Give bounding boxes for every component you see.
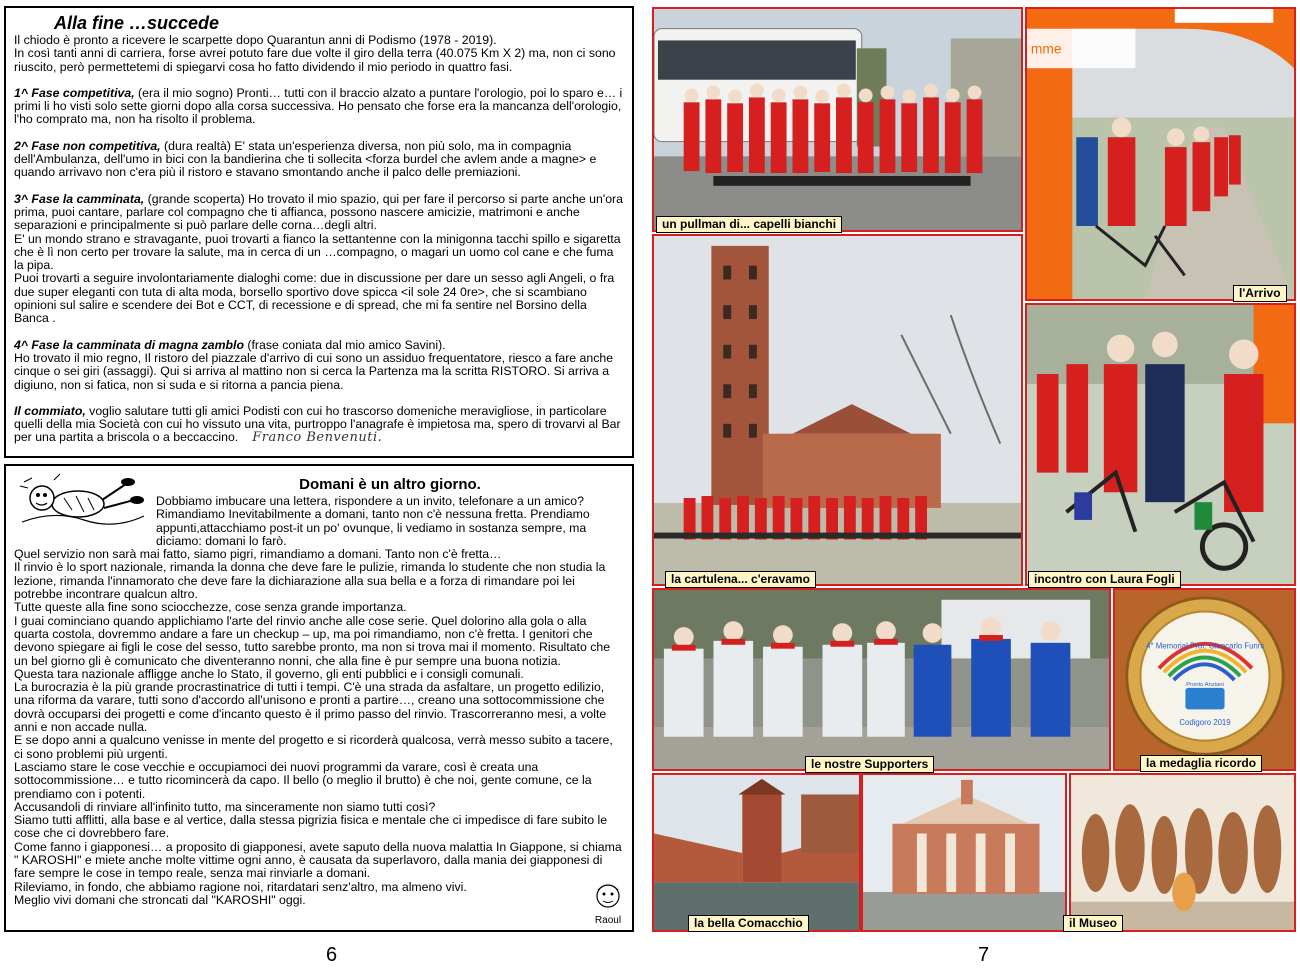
paragraph: Siamo tutti afflitti, alla base e al vertice, dalla stessa pigrizia fisica e mentale che ci impedisce di fare subito le cose che ci dovrebbero fare. xyxy=(14,813,608,841)
photo-museo xyxy=(1069,773,1296,932)
paragraph: E' un mondo strano e stravagante, puoi trovarti a fianco la settantenne con la minigonna tacchi spillo e sigaretta che è lì non certo per trovare la salute, ma in cerca di un …compagno, o magari un uomo col cane e che fuma la pipa. xyxy=(14,231,621,273)
medal-place: Codigoro 2019 xyxy=(1179,717,1231,727)
paragraph-fase-2 xyxy=(14,140,624,180)
banner-text: mme xyxy=(1030,41,1062,57)
photo-medaglia xyxy=(1113,588,1296,771)
article-title: Alla fine …succede xyxy=(54,13,220,33)
medal-badge: Pronto Anziani xyxy=(1186,681,1224,688)
paragraph: Rileviamo, in fondo, che abbiamo ragione noi, ritardatari senz'altro, ma almeno vivi. xyxy=(14,879,467,894)
article-title: Domani è un altro giorno. xyxy=(299,476,481,493)
caption-laura: incontro con Laura Fogli xyxy=(1028,571,1181,588)
phase-text: voglio salutare tutti gli amici Podisti con cui ho trascorso domeniche meravigliose, in particolare quelli della mia Società con cui ho vissuto una vita, purtroppo l'anagrafe è impietosa ma, spero di trovarvi al Bar per una partita a briscola o a beccaccino. xyxy=(14,403,621,445)
lazy-man-cartoon-icon xyxy=(14,470,152,538)
phase-text: (dura realtà) E' stata un'esperienza diversa, non più solo, ma in compagnia dell'Ambulanza, dell'umo in bici con la bandierina che ti sollecita <forza burdel che avlem ande a magne> e quando arrivavo non c'era più il ristoro e stavano smontando anche il palco delle premiazioni. xyxy=(14,138,597,180)
paragraph: Tutte queste alla fine sono sciocchezze, cose senza grande importanza. xyxy=(14,600,407,615)
paragraph: Il chiodo è pronto a ricevere le scarpette dopo Quarantun anni di Podismo (1978 - 2019). xyxy=(14,33,497,47)
paragraph-fase-3 xyxy=(14,193,624,233)
photo-cartulena xyxy=(652,234,1023,586)
paragraph: La burocrazia è la più grande procrastinatrice di tutti i tempi. C'è una strada da asfaltare, un progetto edilizio, una riforma da varare, tutti sono d'accordo all'unisono e pronti a partire…, creano una sottocommissione che dovrà occuparsi dei progetti e come d'incanto questo è il primo passo del rinvio. Trascorreranno mesi, a volte anni e non accade nulla. xyxy=(14,680,607,735)
photo-comacchio-bridge xyxy=(652,773,861,932)
caption-arrivo: l'Arrivo xyxy=(1233,285,1287,302)
caption-pullman: un pullman di... capelli bianchi xyxy=(656,216,842,233)
paragraph-fase-1 xyxy=(14,87,624,127)
paragraph: E se dopo anni a qualcuno venisse in mente del progetto e si ricorderà qualcosa, verrà messo subito a tacere, ci sono problemi più urgenti. xyxy=(14,733,613,761)
paragraph-fase-4 xyxy=(14,339,624,352)
phase-heading: 4^ Fase la camminata di magna zamblo xyxy=(14,337,244,352)
phase-heading: 1^ Fase competitiva, xyxy=(14,85,135,100)
signature: Franco Benvenuti. xyxy=(252,430,383,446)
caption-supporters: le nostre Supporters xyxy=(805,756,934,773)
caption-comacchio: la bella Comacchio xyxy=(688,915,809,932)
paragraph: Questa tara nazionale affligge anche lo Stato, il governo, gli enti pubblici e i consigli comunali. xyxy=(14,666,524,681)
paragraph: Accusandoli di rinviare all'infinito tutto, ma sinceramente non siamo tutti così? xyxy=(14,799,436,814)
photo-comacchio-building xyxy=(861,773,1067,932)
phase-text: (frase coniata dal mio amico Savini). xyxy=(243,337,446,352)
phase-text: (grande scoperta) Ho trovato il mio spazio, qui per fare il percorso si parte anche un'ora prima, puoi cantare, parlare col compagno che ti affianca, possono nascere amicizie, matrimoni e anche separazioni e principalmente si può parlare delle corna…degli altri. xyxy=(14,191,623,233)
article-domani xyxy=(4,464,634,932)
paragraph: Dobbiamo imbucare una lettera, rispondere a un invito, telefonare a un amico? Rimandiamo Inevitabilmente a domani, tanto non c'è nessuna fretta. Prendiamo appunti,attacchiamo post-it un po' ovunque, li vediamo in sostanza sempre, ma diciamo: domani lo farò. xyxy=(156,494,590,548)
author-block xyxy=(590,882,626,926)
paragraph: Lasciamo stare le cose vecchie e occupiamoci dei nuovi programmi da varare, così è creata una sottocommissione… e tutto ricomincerà da capo. Il bello (o meglio il brutto) è che noi, gente comune, ce la prendiamo con i potenti. xyxy=(14,759,592,801)
caption-cartulena: la cartulena... c'eravamo xyxy=(665,571,816,588)
paragraph: Puoi trovarti a seguire involontariamente dialoghi come: due in discussione per dare un sesso agli Angeli, o fra due super eleganti con tuta di alta moda, borsello sportivo dove spicca <il sole 24 0re>, che si scambiano opinioni sul salire e scendere dei Bot e CCT, di recessione e di spread, che mi fa sentire nel Borsino della Banca . xyxy=(14,271,615,326)
page-number-left: 6 xyxy=(326,944,338,966)
paragraph: In così tanti anni di carriera, forse avrei potuto fare due volte il giro della terra (40.075 Km X 2) ma, non ci sono riuscito, però permettetemi di spiegarvi cosa ho fatto dividendo il mio periodo in quattro fasi. xyxy=(14,46,616,74)
author-name: Raoul xyxy=(594,915,622,926)
page-number-right: 7 xyxy=(978,944,990,966)
paragraph: Quel servizio non sarà mai fatto, siamo pigri, rimandiamo a domani. Tanto non c'è fretta… xyxy=(14,547,502,562)
paragraph: Meglio vivi domani che stroncati dal "KAROSHI" oggi. xyxy=(14,892,306,907)
medal-title: 4° Memorial Prof. Giancarlo Furini xyxy=(1146,641,1264,651)
phase-heading: Il commiato, xyxy=(14,403,86,418)
paragraph: Il rinvio è lo sport nazionale, rimanda la donna che deve fare le pulizie, rimanda lo studente che non studia la lezione, rimanda l'innamorato che deve fare la dichiarazione alla sua bella e a forza di rimandare poi lei potrebbe incontrare qualcun altro. xyxy=(14,560,606,602)
photo-laura-fogli xyxy=(1025,303,1296,586)
article-alla-fine xyxy=(4,6,634,458)
caption-museo: il Museo xyxy=(1063,915,1123,932)
photo-arrivo xyxy=(1025,7,1296,301)
photo-supporters xyxy=(652,588,1111,771)
phase-text: (era il mio sogno) Pronti… tutti con il braccio alzato a puntare l'orologio, poi lo sparo e… i primi li ho visti solo sette giorni dopo alla corsa successiva. Ho pensato che forse era la mancanza dell'orologio, l'ho comprato ma, non ha risolto il problema. xyxy=(14,85,623,127)
caption-medaglia: la medaglia ricordo xyxy=(1140,755,1262,772)
paragraph: I guai cominciano quando applichiamo l'arte del rinvio anche alle cose serie. Quel dolorino alla gola o alla quarta costola, dovremmo andare a fare un checkup – up, ma poi rimandiamo, non c'è fretta. I genitori che devono spiegare ai figli le cose del sesso, tutto sarebbe pronto, ma non si trova mai il momento. Risultato che un bel giorno gli è comunicato che diventeranno nonni, che alla fine è pur sempre una buona notizia. xyxy=(14,613,611,668)
paragraph: Come fanno i giapponesi… a proposito di giapponesi, avete saputo della nuova malattia In Giappone, si chiama " KAROSHI" e miete anche molte vittime ogni anno, è causata da superlavoro, dalla mania dei giapponesi di fare sempre le cose in tempo reale, senza mai rinviarle a domani. xyxy=(14,839,622,881)
phase-heading: 3^ Fase la camminata, xyxy=(14,191,145,206)
paragraph-commiato xyxy=(14,405,624,445)
author-portrait-icon xyxy=(593,882,623,912)
phase-heading: 2^ Fase non competitiva, xyxy=(14,138,161,153)
photo-pullman xyxy=(652,7,1023,232)
paragraph: Ho trovato il mio regno, Il ristoro del piazzale d'arrivo di cui sono un assiduo frequentatore, riesco a fare anche cinque o sei giri (assaggi). Qui si arriva al mattino non si cerca la Partenza ma la scritta RISTORO. Si arriva a digiuno, non si fatica, non si suda e si ritorna a pancia piena. xyxy=(14,350,614,392)
